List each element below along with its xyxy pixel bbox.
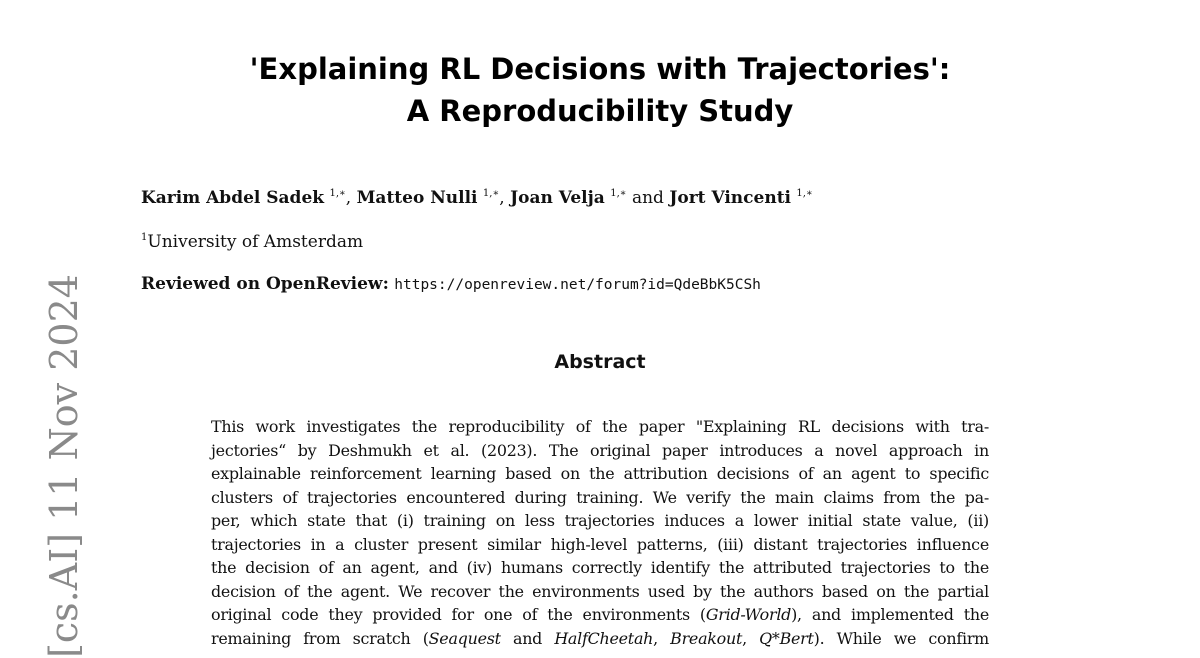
abstract-heading: Abstract	[554, 351, 646, 373]
abstract-line: This work investigates the reproducibility of the paper "Explaining RL decisions with tra-	[211, 417, 989, 436]
reviewed-on-openreview	[141, 272, 761, 297]
paper-title	[0, 48, 1200, 132]
abstract-line: trajectories in a cluster present similar high-level patterns, (iii) distant trajectories influence	[211, 534, 989, 554]
abstract-line: per, which state that (i) training on less trajectories induces a lower initial state value, (ii)	[211, 511, 989, 530]
abstract-line: original code they provided for one of the environments (Grid-World), and implemented the	[211, 605, 989, 624]
abstract-line: decision of the agent. We recover the environments used by the authors based on the partial	[211, 581, 989, 601]
abstract-line: explainable reinforcement learning based on the attribution decisions of an agent to specific	[211, 464, 989, 483]
abstract-line: the decision of an agent, and (iv) humans correctly identify the attributed trajectories to the	[211, 558, 989, 577]
abstract-line: clusters of trajectories encountered during training. We verify the main claims from the pa-	[211, 487, 989, 507]
author: Jort Vincenti $^{1,∗}$	[669, 188, 813, 208]
title-line-1: 'Explaining RL Decisions with Trajectories':	[249, 52, 951, 86]
reviewed-label: Reviewed on OpenReview:	[141, 274, 389, 294]
abstract-text	[211, 415, 989, 650]
author: Matteo Nulli $^{1,∗}$,	[356, 188, 511, 208]
title-line-2: A Reproducibility Study	[406, 94, 794, 128]
abstract-line: remaining from scratch (Seaquest and HalfCheetah, Breakout, Q*Bert). While we confirm	[211, 628, 989, 648]
abstract-line: jectories“ by Deshmukh et al. (2023). The original paper introduces a novel approach in	[211, 440, 989, 460]
author-list	[141, 182, 1141, 210]
arxiv-stamp-text: [cs.AI] 11 Nov 2024	[42, 274, 86, 658]
openreview-link[interactable]: https://openreview.net/forum?id=QdeBbK5CSh	[394, 277, 761, 293]
affiliation: $^1$University of Amsterdam	[141, 232, 364, 252]
author: Joan Velja $^{1,∗}$ and	[510, 188, 670, 208]
author: Karim Abdel Sadek $^{1,∗}$,	[141, 188, 357, 208]
